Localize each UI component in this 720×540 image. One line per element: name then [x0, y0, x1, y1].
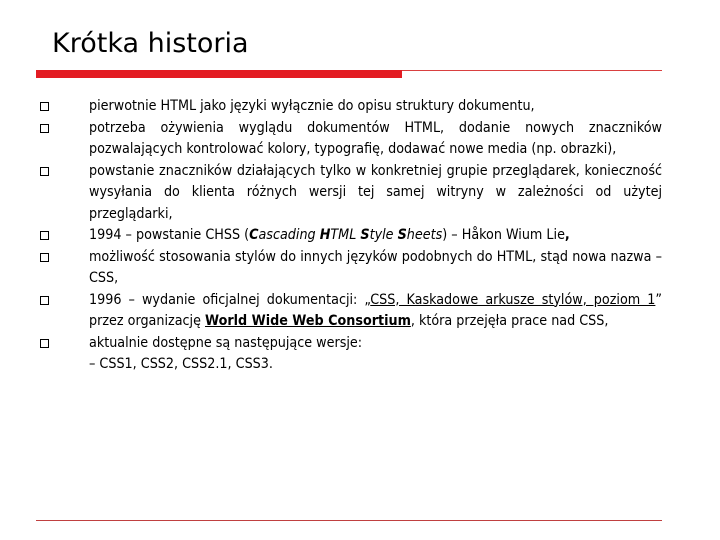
square-bullet-icon: [40, 253, 49, 262]
expansion-text: ascading: [258, 227, 320, 243]
footer-rule: [36, 520, 662, 521]
bullet-item-2: [40, 118, 662, 161]
square-bullet-icon: [40, 339, 49, 348]
bullet-text: aktualnie dostępne są następujące wersje:: [89, 334, 363, 351]
quote-open: „: [364, 291, 371, 308]
bullet-text: możliwość stosowania stylów do innych języków podobnych do HTML, stąd nowa nazwa – CSS,: [89, 248, 662, 286]
square-bullet-icon: [40, 124, 49, 133]
slide-title: Krótka historia: [52, 28, 249, 59]
square-bullet-icon: [40, 167, 49, 176]
bold-comma: ,: [564, 227, 570, 243]
bullet-list: [40, 96, 662, 376]
bullet-text-part: ) – Håkon Wium Lie: [442, 227, 565, 243]
expansion-text: TML: [330, 227, 361, 243]
spec-title-link[interactable]: CSS, Kaskadowe arkusze stylów, poziom 1: [370, 291, 656, 308]
expansion-text: tyle: [369, 227, 398, 243]
bullet-item-5: [40, 247, 662, 290]
acronym-letter: S: [360, 227, 370, 243]
bullet-text-part: 1994 – powstanie CHSS (: [89, 227, 250, 243]
quote-close: ”: [655, 291, 662, 308]
bullet-item-7: [40, 333, 662, 376]
title-underline-accent: [36, 70, 402, 78]
bullet-text-part: 1996 – wydanie oficjalnej dokumentacji:: [89, 291, 365, 308]
bullet-item-6: [40, 290, 662, 333]
w3c-link[interactable]: World Wide Web Consortium: [205, 313, 411, 329]
square-bullet-icon: [40, 231, 49, 240]
acronym-letter: C: [249, 227, 259, 243]
bullet-item-1: [40, 96, 662, 118]
acronym-letter: H: [319, 227, 331, 243]
acronym-letter: S: [397, 227, 407, 243]
versions-text: – CSS1, CSS2, CSS2.1, CSS3.: [89, 356, 273, 372]
bullet-text: pierwotnie HTML jako języki wyłącznie do opisu struktury dokumentu,: [89, 98, 535, 114]
bullet-text: powstanie znaczników działających tylko w konkretniej grupie przeglądarek, konieczność wysyłania do klienta różnych wersji tej samej witryny w zależności od użytej przeglądarki,: [89, 162, 662, 222]
square-bullet-icon: [40, 102, 49, 111]
bullet-item-3: [40, 161, 662, 226]
bullet-text-part: przez organizację: [89, 313, 206, 329]
square-bullet-icon: [40, 296, 49, 305]
bullet-text-part: , która przejęła prace nad CSS,: [410, 313, 609, 329]
expansion-text: heets: [406, 227, 443, 243]
bullet-item-4: [40, 225, 662, 247]
bullet-text: potrzeba ożywienia wyglądu dokumentów HTML, dodanie nowych znaczników pozwalających kontrolować kolory, typografię, dodawać nowe media (np. obrazki),: [89, 119, 662, 157]
